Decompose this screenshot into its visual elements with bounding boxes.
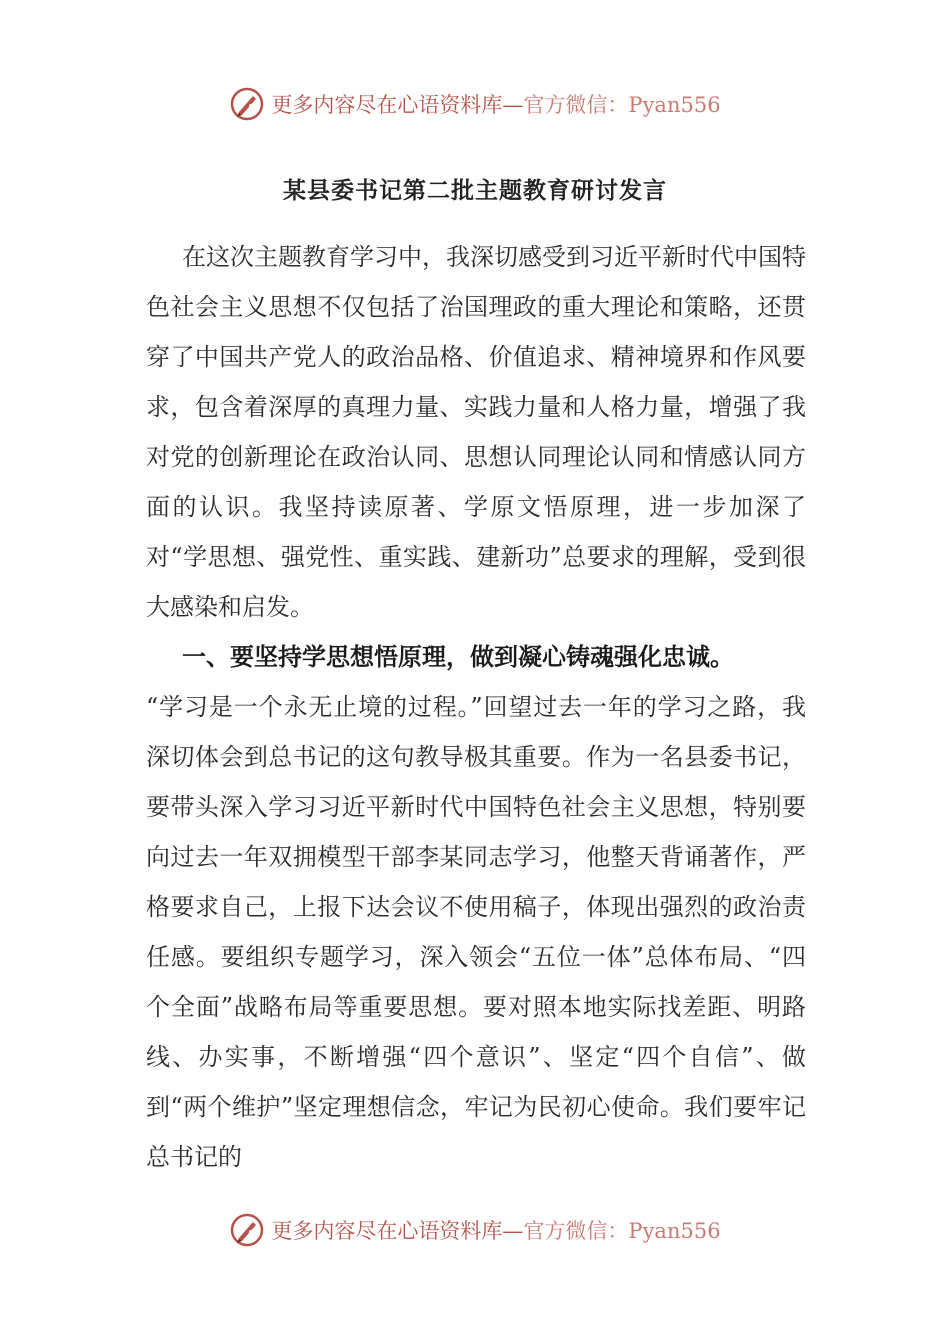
wechat-label: 官方微信：Pyan556: [523, 1219, 721, 1243]
banner-text: 更多内容尽在心语资料库—官方微信：Pyan556: [271, 93, 721, 117]
intro-paragraph: 在这次主题教育学习中，我深切感受到习近平新时代中国特色社会主义思想不仅包括了治国理政的重大理论和策略，还贯穿了中国共产党人的政治品格、价值追求、精神境界和作风要求，包含着深厚的真理力量、实践力量和人格力量，增强了我对党的创新理论在政治认同、思想认同理论认同和情感认同方面的认识。我坚持读原著、学原文悟原理，进一步加深了对“学思想、强党性、重实践、建新功”总要求的理解，受到很大感染和启发。: [146, 243, 806, 621]
header-banner: [0, 82, 950, 126]
pen-logo-icon: [229, 86, 265, 122]
wechat-label: 官方微信：Pyan556: [523, 93, 721, 117]
section-paragraph: “学习是一个永无止境的过程。”回望过去一年的学习之路，我深切体会到总书记的这句教导极其重要。作为一名县委书记，要带头深入学习习近平新时代中国特色社会主义思想，特别要向过去一年双拥模型干部李某同志学习，他整天背诵著作，严格要求自己，上报下达会议不使用稿子，体现出强烈的政治责任感。要组织专题学习，深入领会“五位一体”总体布局、“四个全面”战略布局等重要思想。要对照本地实际找差距、明路线、办实事，不断增强“四个意识”、坚定“四个自信”、做到“两个维护”坚定理想信念，牢记为民初心使命。我们要牢记总书记的: [146, 693, 806, 1171]
section-heading: 一、要坚持学思想悟原理，做到凝心铸魂强化忠诚。: [182, 642, 734, 671]
document-title: 某县委书记第二批主题教育研讨发言: [283, 177, 667, 204]
footer-banner: [0, 1208, 950, 1252]
banner-text: 更多内容尽在心语资料库—官方微信：Pyan556: [271, 1219, 721, 1243]
pen-logo-icon: [229, 1212, 265, 1248]
document-body: [146, 232, 806, 1182]
